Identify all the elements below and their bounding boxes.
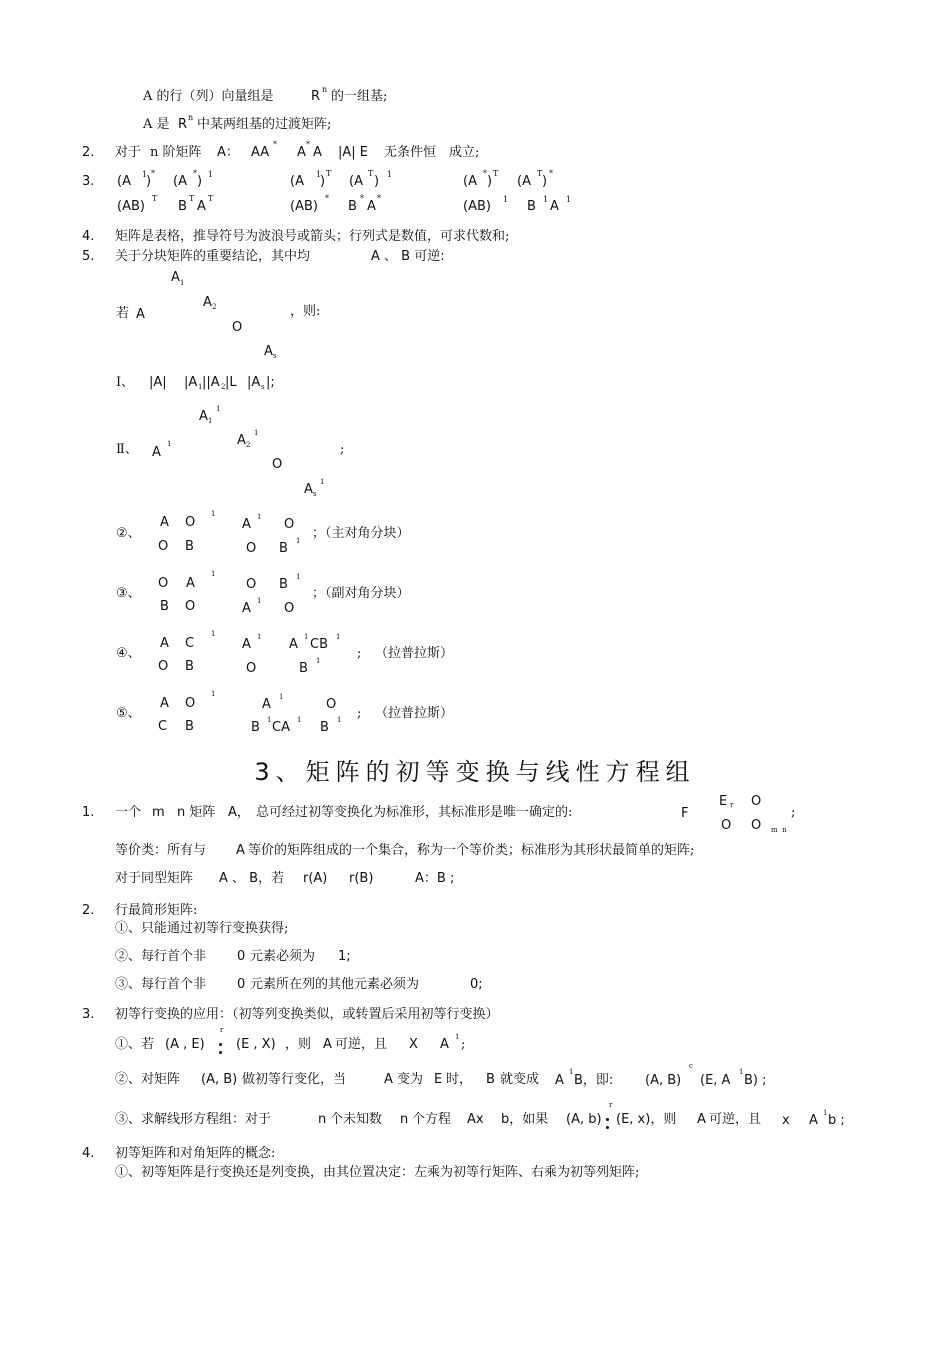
sec-item-3-c: 个未知数 — [330, 1112, 383, 1127]
item-4-number: 4. — [82, 229, 95, 244]
result-2-A1-sup: 1 — [216, 405, 221, 413]
standard-form-O: O — [721, 818, 732, 833]
block-A: A — [136, 307, 145, 322]
sec-item-1-line3: A 、 B，若 — [219, 871, 285, 886]
sec-item-1-line3: r(A) — [303, 871, 328, 886]
sec-item-3-b: (A, B) — [201, 1072, 238, 1087]
result-1-label: Ⅰ、 — [116, 375, 135, 390]
result-2-A-sup: 1 — [167, 440, 172, 448]
case-3-inverse: A — [242, 601, 251, 616]
case-5-inverse: O — [326, 697, 337, 712]
sec-item-3-b: 就变成 — [500, 1072, 540, 1087]
case-3-label: ③、 — [116, 586, 141, 601]
item-2-text: 成立; — [449, 145, 480, 160]
item-2-math: A — [313, 145, 322, 160]
result-2-label: Ⅱ、 — [116, 442, 138, 457]
sec-item-3-b: B) ; — [744, 1073, 767, 1088]
sec-item-3-c: (A, b) — [566, 1112, 602, 1127]
block-ruo: 若 — [116, 306, 130, 321]
case-5-inverse-sup: 1 — [267, 716, 272, 724]
item-2-math: |A| E — [338, 145, 368, 160]
sec-item-3-b: 变为 — [397, 1072, 424, 1087]
case-2-inverse-sup: 1 — [257, 513, 262, 521]
standard-form-Er: E — [719, 794, 728, 809]
sec-item-2-c: 元素所在列的其他元素必须为 — [250, 977, 420, 992]
item-3-sup: T — [368, 169, 374, 178]
result-2-semicolon: ; — [340, 442, 345, 457]
item-3-formula: (A — [349, 174, 363, 189]
sec-item-1-line2: A — [236, 843, 245, 858]
case-4-inverse-sup: 1 — [336, 633, 341, 641]
result-1-formula: |A — [247, 375, 261, 390]
case-3-inverse: O — [246, 577, 257, 592]
line-transition: A 是 — [143, 117, 170, 132]
case-4-matrix: O — [158, 659, 169, 674]
item-3-formula: B — [178, 199, 187, 214]
item-3-formula: (A — [173, 174, 187, 189]
case-3-matrix: B — [160, 599, 169, 614]
standard-form-O: O — [751, 818, 762, 833]
item-3-formula: A — [197, 199, 206, 214]
item-3-sup: 1 — [503, 195, 509, 204]
case-2-matrix: O — [158, 539, 169, 554]
item-3-formula: (A — [290, 174, 304, 189]
sec-item-3-b: 做初等行变化，当 — [242, 1072, 347, 1087]
item-3-sup: 1 — [316, 170, 322, 179]
sec-item-3-c: (E, x)，则 — [616, 1112, 677, 1127]
sec-item-3-b-c: c — [689, 1062, 693, 1070]
item-3-formula: (A — [117, 174, 131, 189]
case-2-label: ②、 — [116, 526, 141, 541]
standard-form-O: O — [751, 794, 762, 809]
case-2-inverse: O — [284, 517, 295, 532]
sec-item-3-c-r: r — [609, 1101, 613, 1109]
line-basis-tail: 的一组基; — [331, 89, 388, 104]
item-2-math: AA — [251, 145, 270, 160]
case-4-inverse: A — [242, 637, 251, 652]
sec-item-1-number: 1. — [82, 805, 95, 820]
row-op-arrow-icon — [219, 1043, 222, 1046]
sec-item-2-c: 0; — [470, 977, 483, 992]
case-2-matrix: A — [160, 515, 169, 530]
sec-item-3-title: 初等行变换的应用：（初等列变换类似，或转置后采用初等行变换） — [115, 1007, 499, 1022]
sec-item-1-line3: r(B) — [349, 871, 374, 886]
sec-item-3-c: A — [697, 1112, 706, 1127]
block-A2-sub: 2 — [212, 303, 217, 311]
block-As-sub: s — [273, 352, 277, 360]
item-3-formula: ) — [542, 174, 548, 189]
sec-item-1-line3: 对于同型矩阵 — [115, 871, 194, 886]
item-3-formula: (AB) — [117, 199, 145, 214]
case-3-inverse-sup: 1 — [296, 573, 301, 581]
result-2-A2-sup: 1 — [254, 429, 259, 437]
item-3-formula: A — [550, 199, 559, 214]
sec-item-3-a: ①、若 — [115, 1037, 155, 1052]
item-3-sup: T — [189, 194, 195, 203]
item-2-math: A： — [217, 145, 239, 160]
case-2-inverse: O — [246, 541, 257, 556]
result-2-As-sup: 1 — [320, 478, 325, 486]
case-5-matrix: B — [185, 719, 194, 734]
case-2-matrix: O — [185, 515, 196, 530]
item-3-formula: A — [367, 199, 376, 214]
case-5-inverse: A — [262, 697, 271, 712]
item-3-sup: 1 — [566, 195, 572, 204]
case-3-matrix: O — [185, 599, 196, 614]
item-3-sup: 1 — [543, 195, 549, 204]
sec-item-3-a: (E , X) — [236, 1037, 276, 1052]
case-5-inverse: B — [320, 720, 329, 735]
item-3-sup: T — [208, 194, 214, 203]
sec-item-3-b: B，即: — [574, 1073, 614, 1088]
sec-item-3-a: ，则 — [285, 1037, 312, 1052]
sec-item-3-c: 个方程 — [412, 1112, 452, 1127]
case-5-inverse-sup: 1 — [337, 716, 342, 724]
case-5-inverse-sup: 1 — [279, 693, 284, 701]
sec-item-3-a-sup: 1 — [455, 1033, 460, 1041]
line-basis-n: n — [322, 85, 328, 94]
sec-item-3-c: ③、求解线形方程组：对于 — [115, 1112, 272, 1127]
sec-item-3-b: (E, A — [700, 1073, 731, 1088]
item-2-text: 对于 — [115, 145, 142, 160]
case-4-inverse-sup: 1 — [304, 633, 309, 641]
standard-form-semicolon: ; — [791, 805, 796, 820]
result-1-formula: ||A — [202, 375, 220, 390]
block-O: O — [232, 320, 243, 335]
item-4-text: 矩阵是表格，推导符号为波浪号或箭头；行列式是数值，可求代数和; — [115, 229, 510, 244]
sec-item-2-c: ③、每行首个非 — [115, 977, 207, 992]
standard-form-mn: m n — [771, 826, 787, 834]
sec-item-2-b: 1; — [338, 949, 351, 964]
sec-item-3-b: A — [384, 1072, 393, 1087]
sec-item-3-c-sup: 1 — [823, 1109, 828, 1117]
case-4-matrix: C — [185, 636, 195, 651]
item-3-formula: (AB) — [290, 199, 318, 214]
sec-item-1-text: 一个 — [115, 805, 142, 820]
sec-item-3-a-r: r — [220, 1026, 224, 1034]
case-5-note: （拉普拉斯） — [375, 706, 454, 721]
sec-item-4-number: 4. — [82, 1146, 95, 1161]
sec-item-1-text: 总可经过初等变换化为标准形，其标准形是唯一确定的: — [256, 805, 573, 820]
sec-item-3-c: b，如果 — [501, 1112, 549, 1127]
case-4-inverse: B — [299, 661, 308, 676]
item-3-formula: ) — [374, 174, 380, 189]
case-4-matrix: B — [185, 659, 194, 674]
item-3-sup: T — [537, 169, 543, 178]
sec-item-2-b: 0 — [237, 949, 246, 964]
item-3-sup: T — [152, 194, 158, 203]
item-3-formula: ) — [146, 174, 152, 189]
result-1-sub: s — [261, 383, 265, 391]
item-3-sup: * — [549, 169, 553, 178]
item-2-text: 无条件恒 — [384, 145, 437, 160]
case-4-note: （拉普拉斯） — [375, 646, 454, 661]
result-2-A: A — [152, 445, 161, 460]
line-transition-R: R — [178, 117, 188, 132]
result-1-formula: |; — [266, 375, 275, 390]
sec-item-3-a: ; — [461, 1037, 466, 1052]
line-transition-tail: 中某两组基的过渡矩阵; — [197, 117, 332, 132]
sec-item-3-a: 可逆，且 — [335, 1037, 388, 1052]
sec-item-3-b: B — [486, 1072, 495, 1087]
case-5-inverse: CA — [272, 720, 290, 735]
sec-item-3-a: A — [440, 1037, 449, 1052]
case-5-matrix: A — [160, 696, 169, 711]
item-3-formula: ) — [487, 174, 493, 189]
item-3-formula: B — [527, 199, 536, 214]
sec-item-3-b: A — [555, 1073, 564, 1088]
result-1-sub: 2 — [221, 383, 226, 391]
case-5-label: ⑤、 — [116, 706, 141, 721]
line-transition-n: n — [188, 113, 194, 122]
item-5-text: A 、 B 可逆: — [371, 249, 445, 264]
sec-item-2-b: 元素必须为 — [250, 949, 316, 964]
case-2-matrix: B — [185, 539, 194, 554]
sec-item-3-a: (A , E) — [165, 1037, 205, 1052]
sec-item-1-line3: A：B ; — [415, 871, 455, 886]
sec-item-1-math: n 矩阵 — [177, 805, 216, 820]
case-5-matrix: O — [185, 696, 196, 711]
sec-item-1-line2: 等价的矩阵组成的一个集合，称为一个等价类；标准形为其形状最简单的矩阵; — [248, 843, 695, 858]
standard-form-F: F — [681, 806, 689, 821]
case-4-inverse: O — [246, 661, 257, 676]
result-2-A2-sub: 2 — [246, 441, 251, 449]
row-op-arrow-icon — [606, 1126, 609, 1129]
sec-item-4-a: ①、初等矩阵是行变换还是列变换，由其位置决定：左乘为初等行矩阵、右乘为初等列矩阵; — [115, 1165, 640, 1180]
block-ze: ，则: — [290, 304, 321, 319]
case-2-inverse-sup: 1 — [296, 537, 301, 545]
item-3-sup: * — [151, 169, 155, 178]
block-A2: A — [203, 295, 212, 310]
result-1-formula: |A — [184, 375, 198, 390]
case-4-semicolon: ; — [357, 646, 362, 661]
sec-item-3-number: 3. — [82, 1007, 95, 1022]
case-3-inverse: O — [284, 601, 295, 616]
sec-item-3-c: b ; — [828, 1113, 845, 1128]
item-3-sup: 1 — [208, 170, 214, 179]
case-4-sup: 1 — [211, 630, 216, 638]
result-2-A2: A — [237, 433, 246, 448]
result-2-O: O — [272, 457, 283, 472]
sec-item-3-c: n — [318, 1112, 327, 1127]
item-3-sup: * — [483, 169, 487, 178]
case-3-sup: 1 — [211, 570, 216, 578]
item-3-sup: * — [325, 194, 329, 203]
sec-item-3-b: E — [434, 1072, 443, 1087]
sec-item-2-b: ②、每行首个非 — [115, 949, 207, 964]
case-5-inverse: B — [251, 720, 260, 735]
sec-item-2-a: ①、只能通过初等行变换获得; — [115, 921, 289, 936]
sec-item-3-b-sup: 1 — [739, 1068, 744, 1076]
item-2-text: n 阶矩阵 — [150, 145, 202, 160]
item-2-sup: * — [273, 140, 277, 149]
item-2-math: A — [297, 145, 306, 160]
line-basis-R: R — [311, 89, 321, 104]
case-3-note: ；（副对角分块） — [312, 586, 410, 601]
case-4-inverse-sup: 1 — [257, 633, 262, 641]
item-3-number: 3. — [82, 174, 95, 189]
item-3-formula: (A — [517, 174, 531, 189]
sec-item-2-c: 0 — [237, 977, 246, 992]
case-5-sup: 1 — [211, 690, 216, 698]
result-2-As-sub: s — [313, 490, 317, 498]
item-3-sup: T — [326, 169, 332, 178]
item-2-sup: * — [306, 140, 310, 149]
item-3-formula: (AB) — [463, 199, 491, 214]
row-op-arrow-icon — [606, 1118, 609, 1121]
result-2-A1: A — [199, 409, 208, 424]
case-5-matrix: C — [158, 719, 168, 734]
item-3-formula: B — [348, 199, 357, 214]
case-2-sup: 1 — [211, 510, 216, 518]
item-3-formula: (A — [463, 174, 477, 189]
result-2-A1-sub: 1 — [208, 417, 213, 425]
item-3-sup: 1 — [387, 170, 393, 179]
line-basis: A 的行（列）向量组是 — [143, 89, 274, 104]
case-5-inverse-sup: 1 — [297, 716, 302, 724]
item-3-formula: ) — [320, 174, 326, 189]
sec-item-3-b: ②、对矩阵 — [115, 1072, 181, 1087]
sec-item-2-title: 行最简形矩阵: — [115, 903, 198, 918]
sec-item-3-b: (A, B) — [645, 1073, 682, 1088]
case-5-semicolon: ; — [357, 706, 362, 721]
item-3-sup: * — [193, 169, 197, 178]
result-2-As: A — [304, 482, 313, 497]
block-As: A — [264, 344, 273, 359]
item-3-sup: 1 — [142, 170, 148, 179]
case-4-inverse: A — [289, 637, 298, 652]
case-4-inverse-sup: 1 — [316, 657, 321, 665]
item-5-number: 5. — [82, 249, 95, 264]
row-op-arrow-icon — [219, 1051, 222, 1054]
item-2-number: 2. — [82, 145, 95, 160]
sec-item-3-c: 可逆，且 — [709, 1112, 762, 1127]
case-3-inverse: B — [279, 577, 288, 592]
case-2-note: ；（主对角分块） — [312, 526, 410, 541]
sec-item-3-c: Ax — [467, 1112, 484, 1127]
sec-item-3-c: A — [809, 1113, 818, 1128]
item-3-sup: * — [377, 194, 381, 203]
case-2-inverse: B — [279, 541, 288, 556]
sec-item-3-b: 时， — [446, 1072, 473, 1087]
case-2-inverse: A — [242, 517, 251, 532]
sec-item-2-number: 2. — [82, 903, 95, 918]
block-A1: A — [171, 270, 180, 285]
sec-item-1-line2: 等价类：所有与 — [115, 843, 207, 858]
item-3-sup: T — [493, 169, 499, 178]
sec-item-4-title: 初等矩阵和对角矩阵的概念: — [115, 1146, 276, 1161]
case-4-label: ④、 — [116, 646, 141, 661]
section-heading: 3、矩阵的初等变换与线性方程组 — [254, 758, 696, 786]
case-4-matrix: A — [160, 636, 169, 651]
case-3-matrix: O — [158, 576, 169, 591]
block-A1-sub: 1 — [180, 279, 185, 287]
sec-item-1-math: m — [152, 805, 165, 820]
result-1-formula: |A| — [149, 375, 167, 390]
item-3-sup: * — [360, 194, 364, 203]
result-1-sub: 1 — [198, 383, 203, 391]
result-1-formula: |L — [225, 375, 237, 390]
case-3-matrix: A — [186, 576, 195, 591]
sec-item-3-a: X — [409, 1037, 418, 1052]
case-3-inverse-sup: 1 — [257, 597, 262, 605]
sec-item-3-c: x — [782, 1113, 790, 1128]
sec-item-3-a: A — [323, 1037, 332, 1052]
sec-item-3-b-sup: 1 — [569, 1068, 574, 1076]
standard-form-Er-sub: r — [730, 801, 734, 809]
sec-item-3-c: n — [400, 1112, 409, 1127]
item-3-formula: ) — [197, 174, 203, 189]
item-5-text: 关于分块矩阵的重要结论，其中均 — [115, 249, 311, 264]
sec-item-1-math: A， — [228, 805, 250, 820]
case-4-inverse: CB — [310, 637, 328, 652]
